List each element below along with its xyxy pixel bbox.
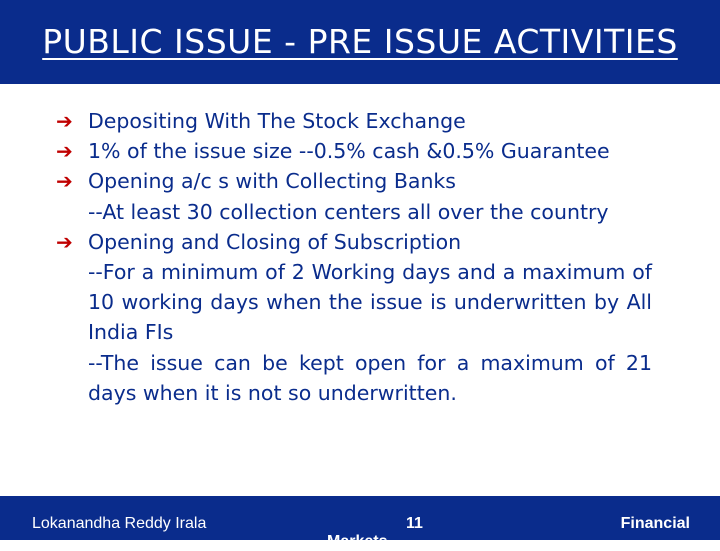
slide-content [56, 106, 652, 408]
right-arrow-icon: ➔ [56, 139, 73, 164]
bullet-text: Depositing With The Stock Exchange [88, 109, 466, 133]
bullet-text: Opening and Closing of Subscription [88, 229, 462, 254]
bullet-item [56, 136, 652, 166]
bullet-item [56, 227, 652, 408]
bullet-text: Opening a/c s with Collecting Banks [88, 169, 456, 194]
footer-course-overflow: Markets [327, 533, 388, 550]
footer-course: Financial [620, 515, 690, 532]
footer-bar [0, 496, 720, 550]
bullet-text: 1% of the issue size --0.5% cash &0.5% Guarantee [88, 139, 610, 164]
page-number: 11 [406, 515, 423, 532]
sub-point: --The issue can be kept open for a maximum of 21 days when it is not so underwritten. [88, 350, 652, 405]
title-bar [0, 0, 720, 84]
sub-point: --For a minimum of 2 Working days and a maximum of 10 working days when the issue is underwritten by All India FIs [88, 260, 652, 345]
right-arrow-icon: ➔ [56, 229, 73, 254]
bullet-item [56, 166, 652, 226]
right-arrow-icon: ➔ [56, 169, 73, 194]
footer-author: Lokanandha Reddy Irala [32, 515, 207, 532]
bullet-item [56, 106, 652, 136]
sub-point: --At least 30 collection centers all over the country [88, 199, 609, 224]
right-arrow-icon: ➔ [56, 109, 73, 133]
slide-title: PUBLIC ISSUE - PRE ISSUE ACTIVITIES [42, 22, 678, 61]
